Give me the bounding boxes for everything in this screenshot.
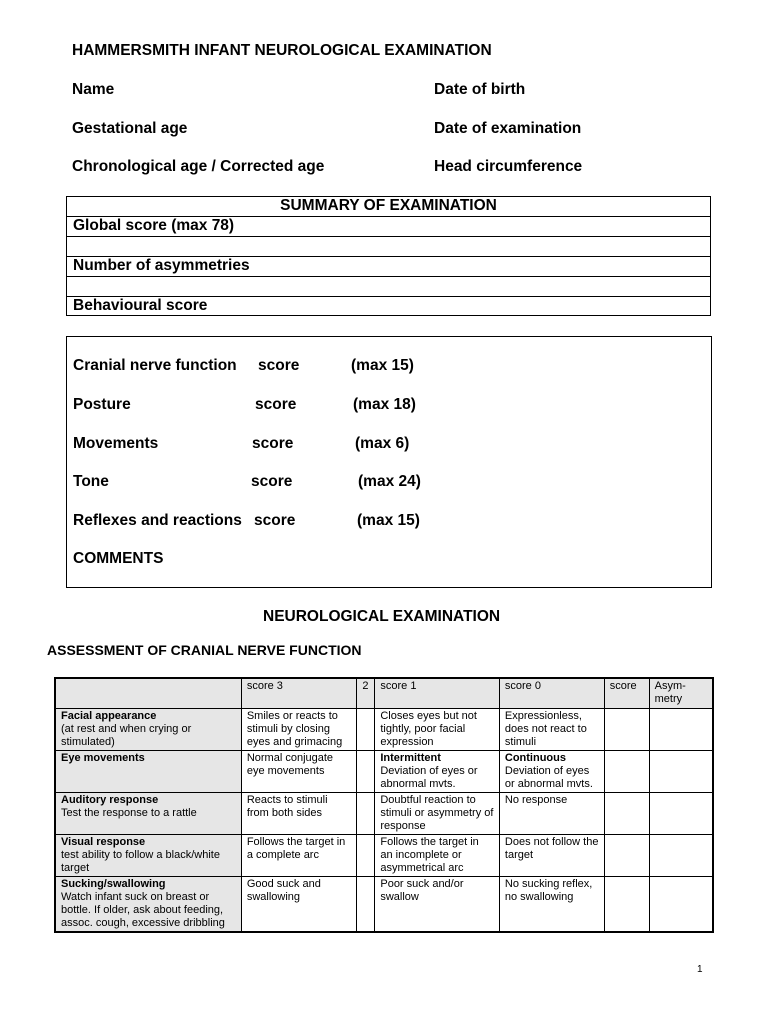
scores-box bbox=[66, 336, 712, 588]
asymmetry-entry-cell[interactable] bbox=[649, 876, 713, 932]
header-cell-score1: score 1 bbox=[375, 678, 500, 708]
page-title: HAMMERSMITH INFANT NEUROLOGICAL EXAMINATION bbox=[72, 42, 492, 59]
score3-cell: Follows the target in a complete arc bbox=[241, 834, 357, 876]
global-score-row: Global score (max 78) bbox=[67, 217, 710, 237]
item-desc: (at rest and when crying or stimulated) bbox=[61, 722, 192, 748]
date-of-birth-label: Date of birth bbox=[434, 81, 526, 98]
score1-text: Poor suck and/or swallow bbox=[380, 877, 464, 903]
behavioural-score-row: Behavioural score bbox=[73, 297, 208, 314]
item-desc: Watch infant suck on breast or bottle. If older, ask about feeding, assoc. cough, excessive dribbling bbox=[61, 890, 225, 929]
header-cell-score0: score 0 bbox=[499, 678, 604, 708]
score1-text: Follows the target in an incomplete or asymmetrical arc bbox=[380, 835, 479, 874]
asymmetries-row: Number of asymmetries bbox=[67, 257, 710, 277]
item-cell bbox=[55, 708, 241, 750]
head-circumference-label: Head circumference bbox=[434, 158, 583, 175]
item-title: Visual response bbox=[61, 835, 146, 848]
score1-text: Closes eyes but not tightly, poor facial expression bbox=[380, 709, 477, 748]
item-title: Facial appearance bbox=[61, 709, 157, 722]
cranial-score-max: (max 15) bbox=[351, 357, 414, 374]
item-title: Eye movements bbox=[61, 751, 145, 764]
score-entry-cell[interactable] bbox=[604, 708, 649, 750]
score-entry-cell[interactable] bbox=[604, 750, 649, 792]
comments-label: COMMENTS bbox=[73, 550, 164, 567]
score2-cell[interactable] bbox=[357, 708, 375, 750]
score-entry-cell[interactable] bbox=[604, 834, 649, 876]
score1-cell bbox=[375, 876, 500, 932]
summary-blank-row bbox=[67, 277, 710, 297]
score1-text: Doubtful reaction to stimuli or asymmetry of response bbox=[380, 793, 494, 832]
header-cell-asymmetry: Asym-metry bbox=[649, 678, 713, 708]
neuro-exam-title: NEUROLOGICAL EXAMINATION bbox=[263, 608, 501, 625]
gestational-age-label: Gestational age bbox=[72, 120, 188, 137]
header-cell-score3: score 3 bbox=[241, 678, 357, 708]
item-cell bbox=[55, 834, 241, 876]
score1-cell bbox=[375, 792, 500, 834]
movements-score-label: score bbox=[252, 435, 294, 452]
score0-text: No response bbox=[504, 793, 568, 806]
cranial-score-label: score bbox=[258, 357, 300, 374]
score3-cell: Good suck and swallowing bbox=[241, 876, 357, 932]
cranial-nerve-table bbox=[54, 677, 714, 933]
posture-score-name: Posture bbox=[73, 396, 131, 413]
score0-cell bbox=[499, 876, 604, 932]
score-entry-cell[interactable] bbox=[604, 876, 649, 932]
table-row bbox=[55, 792, 713, 834]
header-cell-item bbox=[55, 678, 241, 708]
asymmetry-entry-cell[interactable] bbox=[649, 750, 713, 792]
chronological-age-label: Chronological age / Corrected age bbox=[72, 158, 325, 175]
reflexes-score-max: (max 15) bbox=[357, 512, 420, 529]
score2-cell[interactable] bbox=[357, 750, 375, 792]
asymmetry-entry-cell[interactable] bbox=[649, 708, 713, 750]
movements-score-name: Movements bbox=[73, 435, 159, 452]
score1-title: Intermittent bbox=[380, 751, 441, 764]
score-entry-cell[interactable] bbox=[604, 792, 649, 834]
score2-cell[interactable] bbox=[357, 834, 375, 876]
page-number: 1 bbox=[697, 964, 703, 975]
tone-score-name: Tone bbox=[73, 473, 109, 490]
score0-cell bbox=[499, 708, 604, 750]
tone-score-max: (max 24) bbox=[358, 473, 421, 490]
item-title: Sucking/swallowing bbox=[61, 877, 166, 890]
item-cell bbox=[55, 792, 241, 834]
movements-score-max: (max 6) bbox=[355, 435, 410, 452]
score3-cell: Reacts to stimuli from both sides bbox=[241, 792, 357, 834]
posture-score-label: score bbox=[255, 396, 297, 413]
score2-cell[interactable] bbox=[357, 876, 375, 932]
score0-text: Does not follow the target bbox=[504, 835, 599, 861]
item-desc: test ability to follow a black/white target bbox=[61, 848, 220, 874]
item-desc: Test the response to a rattle bbox=[61, 806, 197, 819]
header-cell-score2: 2 bbox=[357, 678, 375, 708]
score0-cell bbox=[499, 792, 604, 834]
score0-text: Deviation of eyes or abnormal mvts. bbox=[504, 764, 593, 790]
header-cell-score: score bbox=[604, 678, 649, 708]
item-title: Auditory response bbox=[61, 793, 159, 806]
score1-cell bbox=[375, 708, 500, 750]
table-row bbox=[55, 750, 713, 792]
score1-cell bbox=[375, 834, 500, 876]
summary-box bbox=[66, 196, 711, 316]
table-header-row bbox=[55, 678, 713, 708]
score3-cell: Normal conjugate eye movements bbox=[241, 750, 357, 792]
score0-text: Expressionless, does not react to stimuli bbox=[504, 709, 587, 748]
score1-cell bbox=[375, 750, 500, 792]
score1-text: Deviation of eyes or abnormal mvts. bbox=[380, 764, 478, 790]
table-row bbox=[55, 876, 713, 932]
score3-cell: Smiles or reacts to stimuli by closing eyes and grimacing bbox=[241, 708, 357, 750]
table-row bbox=[55, 708, 713, 750]
date-of-examination-label: Date of examination bbox=[434, 120, 582, 137]
name-label: Name bbox=[72, 81, 115, 98]
score0-cell bbox=[499, 834, 604, 876]
score0-text: No sucking reflex, no swallowing bbox=[504, 877, 593, 903]
cranial-score-name: Cranial nerve function bbox=[73, 357, 237, 374]
item-cell bbox=[55, 750, 241, 792]
asymmetry-entry-cell[interactable] bbox=[649, 834, 713, 876]
table-row bbox=[55, 834, 713, 876]
score0-cell bbox=[499, 750, 604, 792]
tone-score-label: score bbox=[251, 473, 293, 490]
summary-blank-row bbox=[67, 237, 710, 257]
summary-title: SUMMARY OF EXAMINATION bbox=[67, 197, 710, 217]
asymmetry-entry-cell[interactable] bbox=[649, 792, 713, 834]
reflexes-score-label: score bbox=[254, 512, 296, 529]
posture-score-max: (max 18) bbox=[353, 396, 416, 413]
item-cell bbox=[55, 876, 241, 932]
cranial-assessment-subtitle: ASSESSMENT OF CRANIAL NERVE FUNCTION bbox=[47, 642, 362, 658]
score2-cell[interactable] bbox=[357, 792, 375, 834]
score0-title: Continuous bbox=[504, 751, 566, 764]
reflexes-score-name: Reflexes and reactions bbox=[73, 512, 242, 529]
